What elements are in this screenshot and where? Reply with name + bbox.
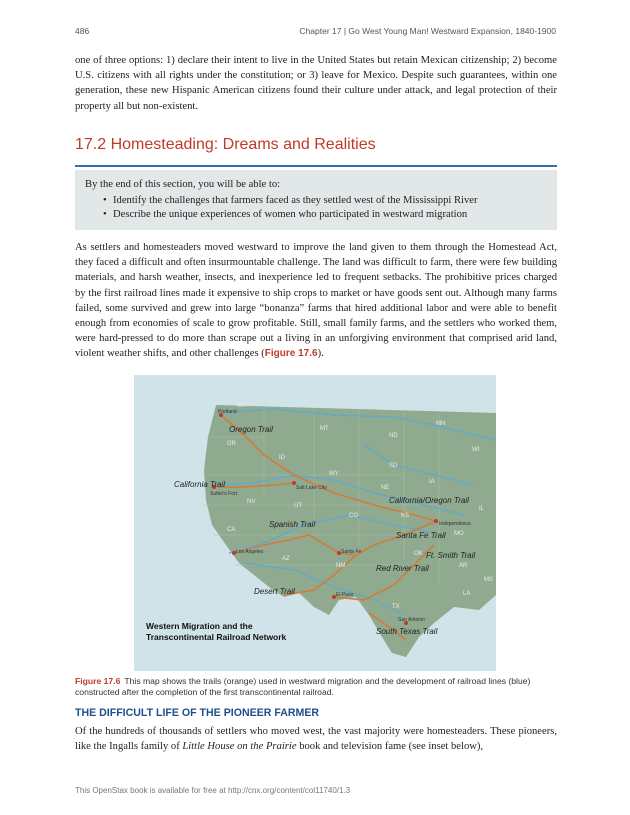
state-label: WY [329, 471, 339, 477]
objectives-list [85, 194, 478, 222]
body-text: As settlers and homesteaders moved westward to improve the land given to them through the Homestead Act, they faced a difficult and often insurmountable challenge. The land was difficult to farm, there were few building materials, and harsh weather, insects, and inexperience led to frequent setbacks. The prohibitive prices charged by the first railroad lines made it expensive to ship crops to market or have goods sent out. Although many farms failed, some survived and grew into large “bonanza” farms that hired additional labor and were able to benefit enough from economies of scale to grow profitable. Still, small family farms, and the settlers who worked them, were hard-pressed to do more than scrape out a living in an unforgiving environment that comprised arid land, violent weather shifts, and other challenges ( [75, 242, 557, 360]
city-label: Los Angeles [236, 549, 264, 555]
objectives-intro: By the end of this section, you will be able to: [85, 179, 281, 190]
map-title-line: Western Migration and the [146, 621, 253, 631]
state-label: ID [279, 455, 285, 461]
state-label: AZ [282, 556, 290, 562]
state-label: WI [472, 447, 480, 453]
state-label: CO [349, 513, 358, 519]
city-label: Portland [218, 409, 237, 415]
page-number: 486 [75, 26, 90, 36]
figure-link[interactable]: Figure 17.6 [264, 348, 318, 360]
caption-label: Figure 17.6 [75, 676, 121, 686]
caption-text: This map shows the trails (orange) used in westward migration and the development of railroad lines (blue) constructed after the completion of the first transcontinental railroad. [75, 676, 531, 698]
page-footer: This OpenStax book is available for free at http://cnx.org/content/col11740/1.3 [75, 786, 351, 795]
state-label: IL [479, 506, 485, 512]
closing-text: Of the hundreds of thousands of settlers who moved west, the vast majority were homesteaders. These pioneers, like the Ingalls family of [75, 726, 557, 753]
body-text-end: ). [317, 348, 324, 360]
body-paragraph [75, 240, 557, 362]
state-label: IA [429, 479, 435, 485]
trail-label: Desert Trail [254, 587, 295, 596]
state-label: SD [389, 463, 398, 469]
subsection-title: THE DIFFICULT LIFE OF THE PIONEER FARMER [75, 707, 320, 719]
closing-text-end: book and television fame (see inset below), [296, 741, 484, 753]
objective-item: • Describe the unique experiences of women who participated in westward migration [85, 208, 478, 222]
city-label: Independence [439, 521, 471, 527]
city-label: Salt Lake City [296, 485, 327, 491]
state-label: ND [389, 433, 398, 439]
state-label: NV [247, 499, 256, 505]
trail-label: South Texas Trail [376, 627, 438, 636]
trail-label: Oregon Trail [229, 425, 273, 434]
state-label: UT [294, 503, 302, 509]
migration-map [134, 375, 496, 671]
trail-label: Spanish Trail [269, 520, 316, 529]
section-divider [75, 165, 557, 167]
state-label: AR [459, 563, 468, 569]
state-label: OR [227, 441, 236, 447]
state-label: MT [320, 426, 329, 432]
state-label: KS [401, 513, 410, 519]
city-label: Santa Fe [341, 549, 362, 555]
book-title: Little House on the Prairie [182, 741, 297, 753]
state-label: MS [484, 577, 493, 583]
state-label: WA [237, 403, 247, 409]
figure-caption [75, 676, 557, 699]
trail-label: Red River Trail [376, 564, 429, 573]
city-label: San Antonio [398, 617, 425, 623]
closing-paragraph [75, 724, 557, 754]
intro-paragraph: one of three options: 1) declare their intent to live in the United States but retain Mexican citizenship; 2) become U.S. citizens with all rights under the constitution; or 3) leave for Mexico. Despite such guarantees, within one generation, these new Hispanic American citizens found their culture under attack, and legal protection of their property all but non-existent. [75, 55, 557, 112]
state-label: NM [336, 563, 346, 569]
state-label: NE [381, 485, 390, 491]
trail-label: Santa Fe Trail [396, 531, 446, 540]
trail-label: California/Oregon Trail [389, 496, 469, 505]
section-title: 17.2 Homesteading: Dreams and Realities [75, 136, 376, 153]
state-label: CA [227, 527, 236, 533]
trail-label: California Trail [174, 480, 225, 489]
map-title-line: Transcontinental Railroad Network [146, 632, 287, 642]
chapter-header: Chapter 17 | Go West Young Man! Westward Expansion, 1840-1900 [299, 26, 556, 36]
city-label: El Paso [336, 592, 354, 598]
state-label: MN [436, 421, 446, 427]
state-label: LA [463, 591, 471, 597]
state-label: MO [454, 531, 464, 537]
city-label: Sutter's Fort [210, 491, 238, 497]
state-label: TX [392, 604, 400, 610]
trail-label: Ft. Smith Trail [426, 551, 476, 560]
learning-objectives-box [75, 170, 557, 230]
city-dot [434, 519, 438, 523]
state-label: OK [414, 551, 423, 557]
objective-item: • Identify the challenges that farmers faced as they settled west of the Mississippi River [85, 194, 478, 208]
